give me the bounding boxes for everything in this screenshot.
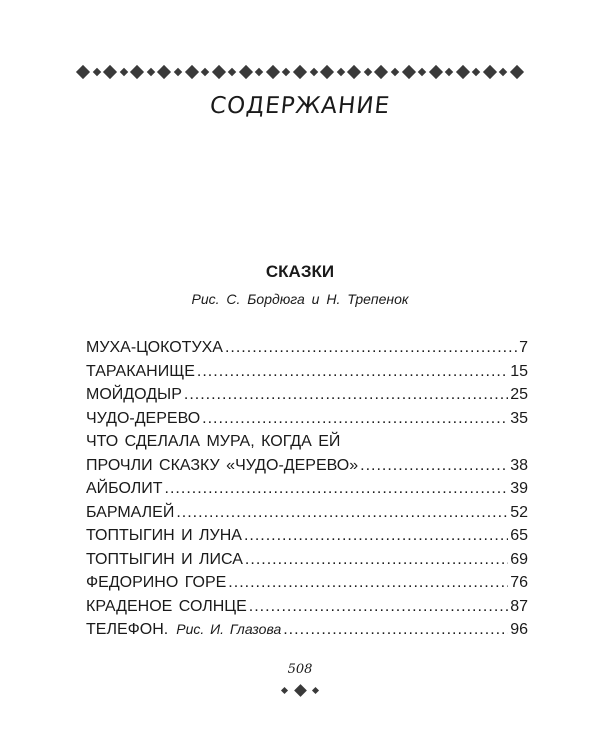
toc-entry-title-continued: ПРОЧЛИ СКАЗКУ «ЧУДО-ДЕРЕВО» [86, 456, 359, 474]
toc-leader-dots [244, 524, 508, 548]
diamond-icon [147, 68, 155, 76]
toc-entry[interactable] [86, 501, 528, 525]
toc-entry-title: АЙБОЛИТ [86, 480, 163, 497]
toc-leader-dots [283, 618, 508, 642]
diamond-icon [201, 68, 209, 76]
toc-entry[interactable] [86, 524, 528, 548]
toc-entry[interactable] [86, 430, 528, 454]
diamond-icon [266, 65, 280, 79]
diamond-icon [445, 68, 453, 76]
toc-entry-page: 52 [510, 503, 528, 521]
toc-entry-title: ТОПТЫГИН И ЛУНА [86, 527, 242, 544]
toc-entry-title: ТАРАКАНИЩЕ [86, 362, 195, 380]
toc-leader-dots [202, 407, 508, 431]
toc-entry-page: 25 [510, 386, 528, 403]
toc-entry-page: 69 [510, 550, 528, 568]
page-title: СОДЕРЖАНИЕ [208, 93, 392, 119]
toc-entry[interactable] [86, 571, 528, 595]
diamond-icon [312, 686, 319, 693]
toc-entry-title: КРАДЕНОЕ СОЛНЦЕ [86, 597, 247, 615]
page-number: 508 [287, 662, 313, 677]
section-title: СКАЗКИ [265, 262, 335, 281]
diamond-icon [293, 65, 307, 79]
section-illustrator-credit: Рис. С. Бордюга и Н. Трепенок [191, 291, 409, 307]
toc-entry-page: 39 [510, 480, 528, 497]
diamond-icon [130, 65, 144, 79]
diamond-icon [309, 68, 317, 76]
toc-entry-page: 87 [510, 597, 528, 615]
toc-entry-illustrator-note: Рис. И. Глазова [176, 621, 282, 637]
toc-leader-dots [249, 595, 508, 619]
toc-leader-dots [184, 383, 508, 407]
toc-entry-title: БАРМАЛЕЙ [86, 503, 175, 521]
diamond-icon [418, 68, 426, 76]
diamond-icon [499, 68, 507, 76]
diamond-icon [103, 65, 117, 79]
toc-entry[interactable] [86, 360, 528, 384]
toc-leader-dots [165, 477, 509, 501]
diamond-icon [336, 68, 344, 76]
toc-entry-page: 76 [510, 574, 528, 591]
diamond-icon [174, 68, 182, 76]
diamond-icon [239, 65, 253, 79]
diamond-icon [184, 65, 198, 79]
diamond-icon [391, 68, 399, 76]
toc-leader-dots [360, 454, 508, 478]
bottom-ornament [282, 683, 318, 697]
toc-entry-title: МОЙДОДЫР [86, 386, 182, 403]
diamond-icon [228, 68, 236, 76]
toc-entry-page: 35 [510, 409, 528, 427]
toc-entry-page: 15 [510, 362, 528, 380]
table-of-contents [86, 336, 528, 642]
toc-entry[interactable] [86, 477, 528, 501]
toc-entry[interactable] [86, 548, 528, 572]
toc-entry[interactable] [86, 407, 528, 431]
toc-entry-title: ЧУДО-ДЕРЕВО [86, 409, 201, 427]
diamond-icon [456, 65, 470, 79]
toc-entry-page: 65 [510, 527, 528, 544]
toc-leader-dots [225, 336, 517, 360]
diamond-icon [401, 65, 415, 79]
toc-entry[interactable] [86, 336, 528, 360]
top-ornament-border [78, 64, 522, 80]
toc-entry-title: ФЕДОРИНО ГОРЕ [86, 574, 227, 591]
toc-leader-dots [197, 360, 508, 384]
toc-leader-dots [245, 548, 508, 572]
diamond-icon [472, 68, 480, 76]
toc-entry-title: ТЕЛЕФОН. [86, 621, 169, 638]
toc-leader-dots [228, 571, 508, 595]
diamond-icon [157, 65, 171, 79]
toc-entry-title: ТОПТЫГИН И ЛИСА [86, 550, 243, 568]
diamond-icon [294, 684, 307, 697]
diamond-icon [76, 65, 90, 79]
diamond-icon [483, 65, 497, 79]
diamond-icon [212, 65, 226, 79]
diamond-icon [429, 65, 443, 79]
diamond-icon [510, 65, 524, 79]
toc-entry-page: 38 [510, 456, 528, 474]
diamond-icon [282, 68, 290, 76]
toc-entry-page: 96 [510, 621, 528, 638]
toc-entry-title: ЧТО СДЕЛАЛА МУРА, КОГДА ЕЙ [86, 433, 341, 450]
diamond-icon [255, 68, 263, 76]
toc-entry[interactable] [86, 618, 528, 642]
diamond-icon [347, 65, 361, 79]
toc-entry-continued[interactable] [86, 454, 528, 478]
diamond-icon [119, 68, 127, 76]
diamond-icon [320, 65, 334, 79]
diamond-icon [281, 686, 288, 693]
toc-leader-dots [176, 501, 508, 525]
diamond-icon [364, 68, 372, 76]
diamond-icon [374, 65, 388, 79]
toc-entry-title: МУХА-ЦОКОТУХА [86, 339, 223, 356]
toc-entry[interactable] [86, 595, 528, 619]
diamond-icon [92, 68, 100, 76]
toc-entry[interactable] [86, 383, 528, 407]
toc-entry-page: 7 [519, 339, 528, 356]
